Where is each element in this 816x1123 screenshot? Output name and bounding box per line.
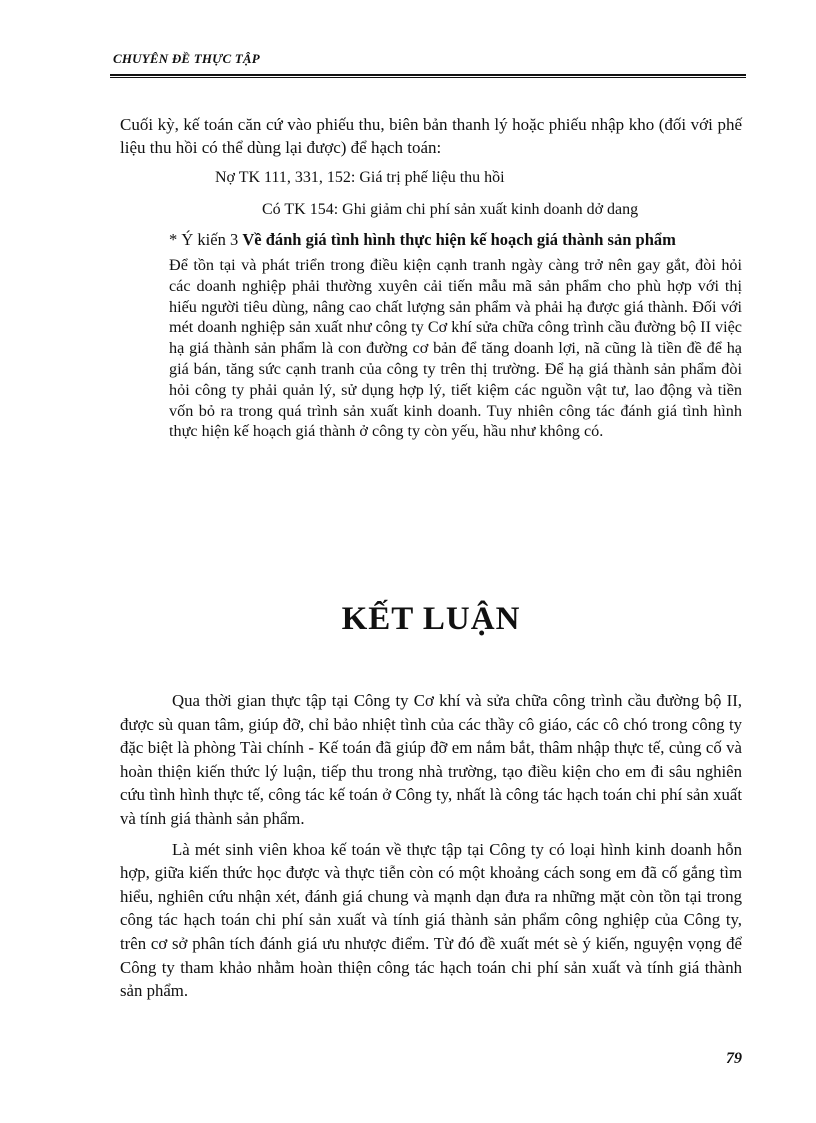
main-content: [120, 113, 742, 442]
accounting-entry-debit: Nợ TK 111, 331, 152: Giá trị phế liệu thu hồi: [215, 169, 505, 186]
conclusion-paragraph-2: Là mét sinh viên khoa kế toán về thực tập tại Công ty có loại hình kinh doanh hỗn hợp, giữa kiến thức học được và thực tiễn còn có một khoảng cách song em đã cố gắng tìm hiểu, nghiên cứu nhận xét, đánh giá chung và mạnh dạn đưa ra những mặt còn tồn tại trong công tác hạch toán chi phí sản xuất và tính giá thành sản phẩm công nghiệp của Công ty, trên cơ sở phân tích đánh giá ưu nhược điểm. Từ đó đề xuất mét sè ý kiến, nguyện vọng để Công ty tham khảo nhằm hoàn thiện công tác hạch toán chi phí sản xuất và tính giá thành sản phẩm.: [120, 839, 742, 1001]
page-header-title: CHUYÊN ĐỀ THỰC TẬP: [113, 51, 260, 66]
conclusion-section: [120, 689, 742, 1003]
conclusion-heading: KẾT LUẬN: [341, 601, 521, 637]
conclusion-paragraph-1: Qua thời gian thực tập tại Công ty Cơ khí và sửa chữa công trình cầu đường bộ II, được sù quan tâm, giúp đỡ, chỉ bảo nhiệt tình của các thầy cô giáo, các cô chó trong công ty đặc biệt là phòng Tài chính - Kế toán đã giúp đỡ em nắm bắt, thâm nhập thực tế, củng cố và hoàn thiện kiến thức lý luận, tiếp thu trong nhà trường, tạo điều kiện cho em đi sâu nghiên cứu tình hình thực tế, công tác kế toán ở Công ty, nhất là công tác hạch toán chi phí sản xuất và tính giá thành sản phẩm.: [120, 691, 742, 828]
intro-paragraph: Cuối kỳ, kế toán căn cứ vào phiếu thu, biên bản thanh lý hoặc phiếu nhập kho (đối với phế liệu thu hồi có thể dùng lại được) để hạch toán:: [120, 115, 742, 157]
opinion-3-body: Để tồn tại và phát triển trong điều kiện cạnh tranh ngày càng trở nên gay gắt, đòi hỏi các doanh nghiệp phải thường xuyên cải tiến mẫu mã sản phẩm cho phù hợp với thị hiếu người tiêu dùng, nâng cao chất lượng sản phẩm và phải hạ được giá thành. Đối với mét doanh nghiệp sản xuất như công ty Cơ khí sửa chữa công trình cầu đường bộ II việc hạ giá thành sản phẩm là con đường cơ bản để tăng doanh lợi, nã cũng là tiền đề để hạ giá bán, tăng sức cạnh tranh của công ty trên thị trường. Để hạ giá thành sản phẩm đòi hỏi công ty phải quản lý, sử dụng hợp lý, tiết kiệm các nguồn vật tư, lao động và tiền vốn bỏ ra trong quá trình sản xuất kinh doanh. Tuy nhiên công tác đánh giá tình hình thực hiện kế hoạch giá thành ở công ty còn yếu, hầu như không có.: [169, 256, 742, 441]
page-number: 79: [726, 1050, 742, 1067]
accounting-entry-credit: Có TK 154: Ghi giảm chi phí sản xuất kinh doanh dở dang: [262, 201, 639, 218]
header-divider: [110, 74, 746, 78]
opinion-3-title: Về đánh giá tình hình thực hiện kế hoạch giá thành sản phẩm: [242, 230, 676, 249]
opinion-3-label: * Ý kiến 3: [169, 230, 243, 249]
opinion-3-heading: [169, 230, 742, 250]
